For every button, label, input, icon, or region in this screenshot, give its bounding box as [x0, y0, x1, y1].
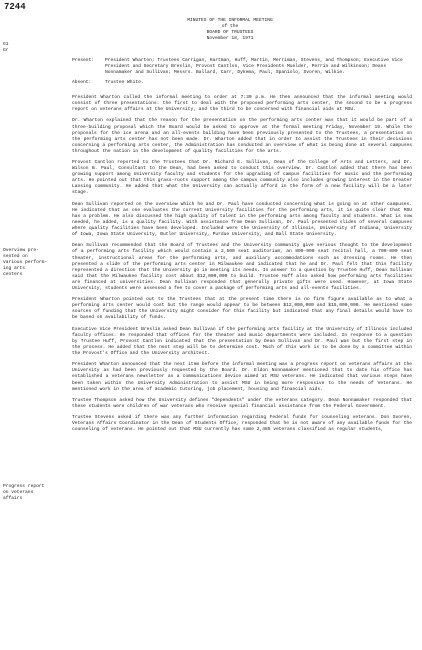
header-of: of the — [221, 24, 239, 29]
absent-row — [72, 80, 412, 86]
side-note-performing-arts: Overview pre- sented on various perform- ing arts centers — [3, 248, 48, 277]
present-label: Present: — [72, 58, 95, 63]
paragraph: Dean Sullivan recommended that the Board of Trustees and the University community give serious thought to the development of a performing arts facility which would contain a 2,500 seat auditorium, an 800-900 seat recital hall, a 700-800 seat theater, instructional areas for the performing arts, and auxiliary accommodations such as dressing rooms. He then presented a slide of the performing arts center in Milwaukee and indicated that he and Dr. Paul felt that this facility represented a direction that the University go in meeting its needs. In answer to a question by Trustee Huff, Dean Sullivan said that the Milwaukee facility cost about $12,000,000 to build. Trustee Huff also asked how performing arts facilities are financed at universities. Dean Sullivan responded that generally private gifts were used. However, at Iowa State University, students were assessed a fee to cover a package of performing arts and all-events facilities. — [72, 243, 412, 291]
paragraph: President Wharton called the informal meeting to order at 7:30 p.m. He then announced that the informal meeting would consist of three presentations: the first to deal with the proposed performing arts center, the second to be a progress report on veterans affairs at the University, and the third to be concerned with financial aids at MSU. — [72, 95, 412, 113]
header-date: November 18, 1971 — [206, 36, 254, 41]
margin-code: Gr — [3, 48, 9, 53]
paragraph: Dean Sullivan reported on the overview which he and Dr. Paul have conducted concerning what is going on at other campuses. He indicated that as one evaluates the current University facilities for the performing arts, it is quite clear that MSU has a problem. He also discussed the high quality of talent in the performing arts among faculty and students. What is now needed, he added, is a quality facility. With assistance from Dean Sullivan, Dr. Paul presented slides of several campuses where quality facilities have been developed. Included were the University of Illinois, University of Indiana, University of Iowa, Iowa State University, Butler University, Purdue University, and Ball State University. — [72, 201, 412, 238]
margin-code: G1 — [3, 42, 9, 47]
paragraph: Trustee Thompson asked how the University defines "dependents" under the veterans category. Dean Nonnamaker responded that these students were children of war veterans who receive special financial assistance from the Federal Government. — [72, 397, 412, 409]
absent-label: Absent: — [72, 80, 92, 85]
paragraph: President Wharton pointed out to the Trustees that at the present time there is no firm figure available as to what a performing arts center would cost but the range would appear to be between $12,000,000 and $15,000,000. He mentioned some sources of funding that the University might consider for this facility but indicated that any final details would have to be based on availability of funds. — [72, 297, 412, 321]
header-board: BOARD OF TRUSTEES — [206, 30, 254, 35]
attendance — [72, 58, 412, 90]
page-number: 7244 — [4, 2, 26, 12]
present-row — [72, 58, 412, 76]
paragraph: Dr. Wharton explained that the reason for the presentation on the performing arts center was that it would be part of a three-building proposal which the Board would be asked to approve at the formal meeting Friday, November 19. While the proposals for the ice arena and an all-events building have been previously presented to the Trustees, a presentation on the performing arts center has not been made. Dr. Wharton added that in order to assist the Trustees in their decisions concerning a performing arts center, the Administration has conducted an overview of what is being done at several campuses throughout the nation in the development of quality facilities for the arts. — [72, 118, 412, 154]
present-list: President Wharton; Trustees Carrigan, Hartman, Huff, Martin, Merriman, Stevens, and Thompson; Executive Vice President and Secretary Breslin, Provost Cantlon, Vice Presidents Muelder, Perrin and Wilkinson; Deans Nonnamaker and Sullivan; Messrs. Ballard, Carr, Dykema, Paul, Spaniolo, Svoren, Wilkie. — [105, 58, 403, 75]
header-title: MINUTES OF THE INFORMAL MEETING — [187, 18, 273, 23]
paragraph: Trustee Stevens asked if there was any further information regarding Federal funds for counseling veterans. Don Svoren, Veterans Affairs Coordinator in the Dean of Students Office, responded that he is not aware of any available funds for the counseling of veterans. He pointed out that MSU currently has some 2,485 veterans classified as regular students, — [72, 415, 412, 433]
minutes-body — [72, 95, 412, 439]
document-header — [140, 18, 320, 42]
side-note-veterans: Progress report on veterans affairs — [3, 484, 45, 501]
paragraph: Provost Cantlon reported to the Trustees that Dr. Richard E. Sullivan, Dean of the College of Arts and Letters, and Dr. Wilson B. Paul, Consultant to the Dean, had been asked to conduct this overview. Dr. Cantlon added that there has been growing support among University faculty and students for the upgrading of campus facilities for music and the performing arts. He pointed out that this grass-roots support among the campus community also includes growing interest in the Greater Lansing community. He added that what the University can actually afford in the form of a new facility will be a later stage. — [72, 160, 412, 196]
absent-list: Trustee White. — [105, 80, 144, 85]
paragraph: President Wharton announced that the next item before the informal meeting was a progress report on veterans affairs at the University as had been previously requested by the Board. Dr. Eldon Nonnamaker mentioned that to date his office has established a veterans newsletter as a communications device aimed at MSU veterans. He indicated that various steps have been taken within the University Administration to assist MSU in being more responsive to the needs of Veterans. He mentioned work in the area of academic tutoring, job placement, housing and financial aids. — [72, 362, 412, 392]
paragraph: Executive Vice President Breslin asked Dean Sullivan if the performing arts facility at the University of Illinois included faculty offices. He responded that offices for the theater and music departments were included. In response to a question by Trustee Huff, Provost Cantlon indicated that the presentation by Dean Sullivan and Dr. Paul was but the first step in the process. He added that the next step will be to determine cost. Much of this work is to be done by a committee within the Provost's Office and the University architect. — [72, 326, 412, 357]
